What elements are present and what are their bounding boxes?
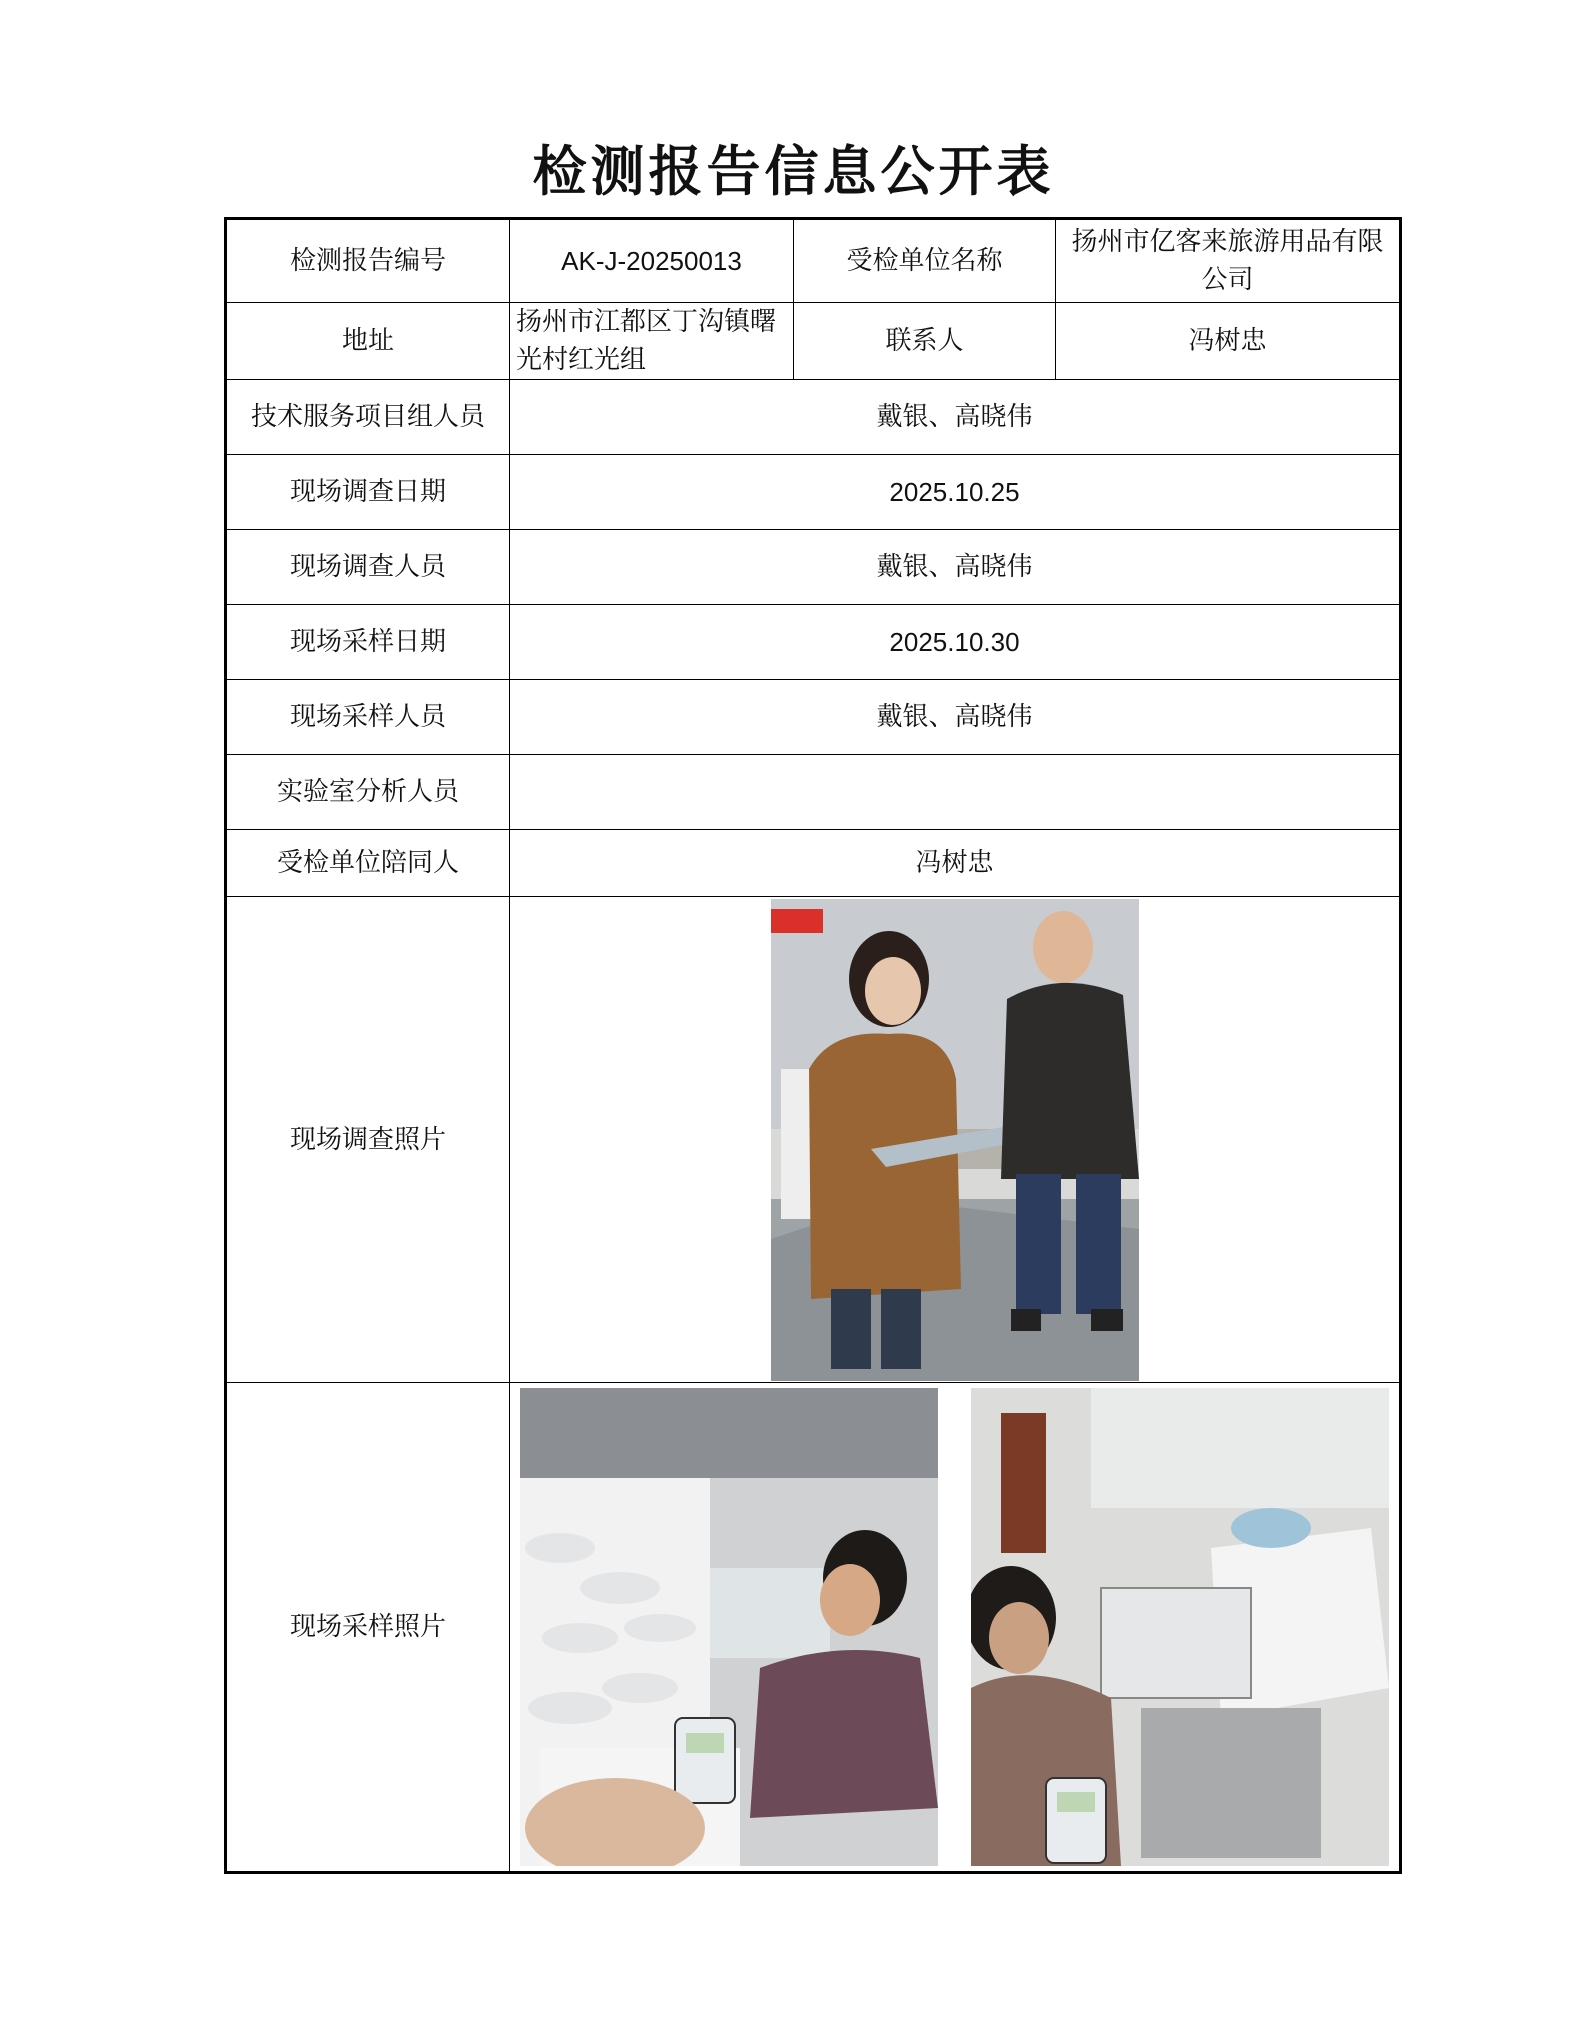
survey-date-label: 现场调查日期 [226,455,510,530]
contact-label: 联系人 [794,303,1056,380]
survey-staff-label: 现场调查人员 [226,530,510,605]
unit-name-label: 受检单位名称 [794,219,1056,303]
sampling-photo-cell [510,1383,1401,1873]
survey-staff-value: 戴银、高晓伟 [510,530,1401,605]
page-title: 检测报告信息公开表 [532,139,1055,203]
sampling-date-value: 2025.10.30 [510,605,1401,680]
address-value: 扬州市江都区丁沟镇曙光村红光组 [510,303,794,380]
escort-label: 受检单位陪同人 [226,830,510,897]
sampling-date-label: 现场采样日期 [226,605,510,680]
unit-name-value: 扬州市亿客来旅游用品有限公司 [1056,219,1401,303]
team-value: 戴银、高晓伟 [510,380,1401,455]
sampling-photo-label: 现场采样照片 [226,1383,510,1873]
address-label: 地址 [226,303,510,380]
sampling-photo-2 [971,1388,1389,1866]
survey-date-value: 2025.10.25 [510,455,1401,530]
report-table [224,217,1402,1874]
survey-photo [771,899,1139,1381]
sampling-photo-1 [520,1388,938,1866]
escort-value: 冯树忠 [510,830,1401,897]
lab-staff-value [510,755,1401,830]
survey-photo-cell [510,897,1401,1383]
report-no-label: 检测报告编号 [226,219,510,303]
report-no-value: AK-J-20250013 [510,219,794,303]
sampling-staff-value: 戴银、高晓伟 [510,680,1401,755]
sampling-staff-label: 现场采样人员 [226,680,510,755]
contact-value: 冯树忠 [1056,303,1401,380]
survey-photo-label: 现场调查照片 [226,897,510,1383]
lab-staff-label: 实验室分析人员 [226,755,510,830]
team-label: 技术服务项目组人员 [226,380,510,455]
